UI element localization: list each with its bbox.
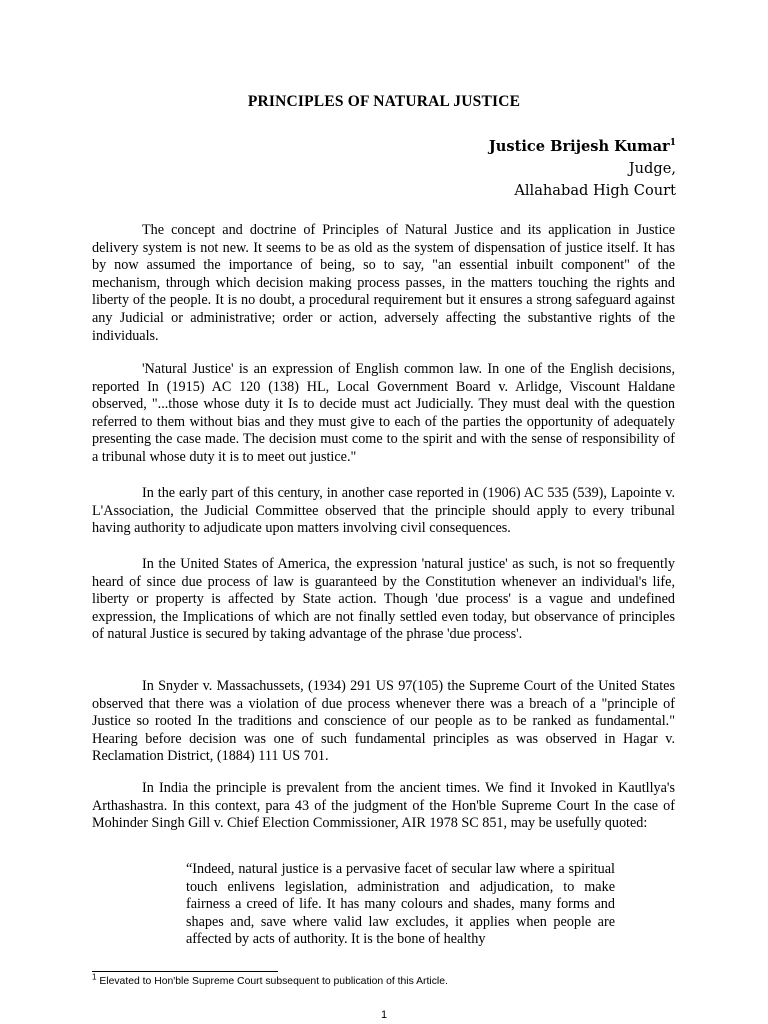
footnote-ref[interactable]: 1 [669,138,676,149]
author-name-line [489,136,676,158]
footnote [92,972,448,987]
author-role: Judge, [628,160,676,177]
paragraph: The concept and doctrine of Principles of Natural Justice and its application in Justice delivery system is not new. It seems to be as old as the system of dispensation of justice itself. It has by now assumed the importance of being, so to say, "an essential inbuilt component" of the mechanism, through which decision making process passes, in the matters touching the rights and liberty of the people. It is no doubt, a procedural requirement but it ensures a strong safeguard against any Judicial or administrative; order or action, adversely affecting the substantive rights of the individuals. [92,222,675,344]
page-number: 1 [380,1009,388,1021]
author-court: Allahabad High Court [514,182,676,199]
footnote-text: Elevated to Hon'ble Supreme Court subsequent to publication of this Article. [96,976,448,987]
footnote-marker: 1 [92,972,97,982]
paragraph: 'Natural Justice' is an expression of English common law. In one of the English decisions, reported In (1915) AC 120 (138) HL, Local Government Board v. Arlidge, Viscount Haldane observed, "...those whose duty it Is to decide must act Judicially. They must deal with the question referred to them without bias and they must give to each of the parties the opportunity of adequately presenting the case made. The decision must come to the spirit and with the sense of responsibility of a tribunal whose duty it is to meet out justice." [92,361,675,465]
footnote-divider [92,971,278,972]
paragraph: In the United States of America, the expression 'natural justice' as such, is not so frequently heard of since due process of law is guaranteed by the Constitution whenever an individual's life, liberty or property is affected by State action. Though 'due process' is a vague and undefined expression, the Implications of which are not finally settled even today, but observance of principles of natural Justice is secured by taking advantage of the phrase 'due process'. [92,556,675,643]
document-title: PRINCIPLES OF NATURAL JUSTICE [247,93,521,110]
block-quote: “Indeed, natural justice is a pervasive facet of secular law where a spiritual touch enlivens legislation, administration and adjudication, to make fairness a creed of life. It has many colours and shades, many forms and shapes and, save where valid law excludes, it applies when people are affected by acts of authority. It is the bone of healthy [186,861,615,948]
paragraph: In Snyder v. Massachussets, (1934) 291 US 97(105) the Supreme Court of the United States observed that there was a violation of due process whenever there was a breach of a "principle of Justice so rooted In the traditions and conscience of our people as to be ranked as fundamental." Hearing before decision was one of such fundamental principles as was observed in Hagar v. Reclamation District, (1884) 111 US 701. [92,678,675,765]
paragraph: In India the principle is prevalent from the ancient times. We find it Invoked in Kautllya's Arthashastra. In this context, para 43 of the judgment of the Hon'ble Supreme Court In the case of Mohinder Singh Gill v. Chief Election Commissioner, AIR 1978 SC 851, may be usefully quoted: [92,780,675,832]
paragraph: In the early part of this century, in another case reported in (1906) AC 535 (539), Lapointe v. L'Association, the Judicial Committee observed that the principle should apply to every tribunal having authority to adjudicate upon matters involving civil consequences. [92,485,675,537]
author-block [489,136,676,202]
author-name: Justice Brijesh Kumar [488,138,670,155]
